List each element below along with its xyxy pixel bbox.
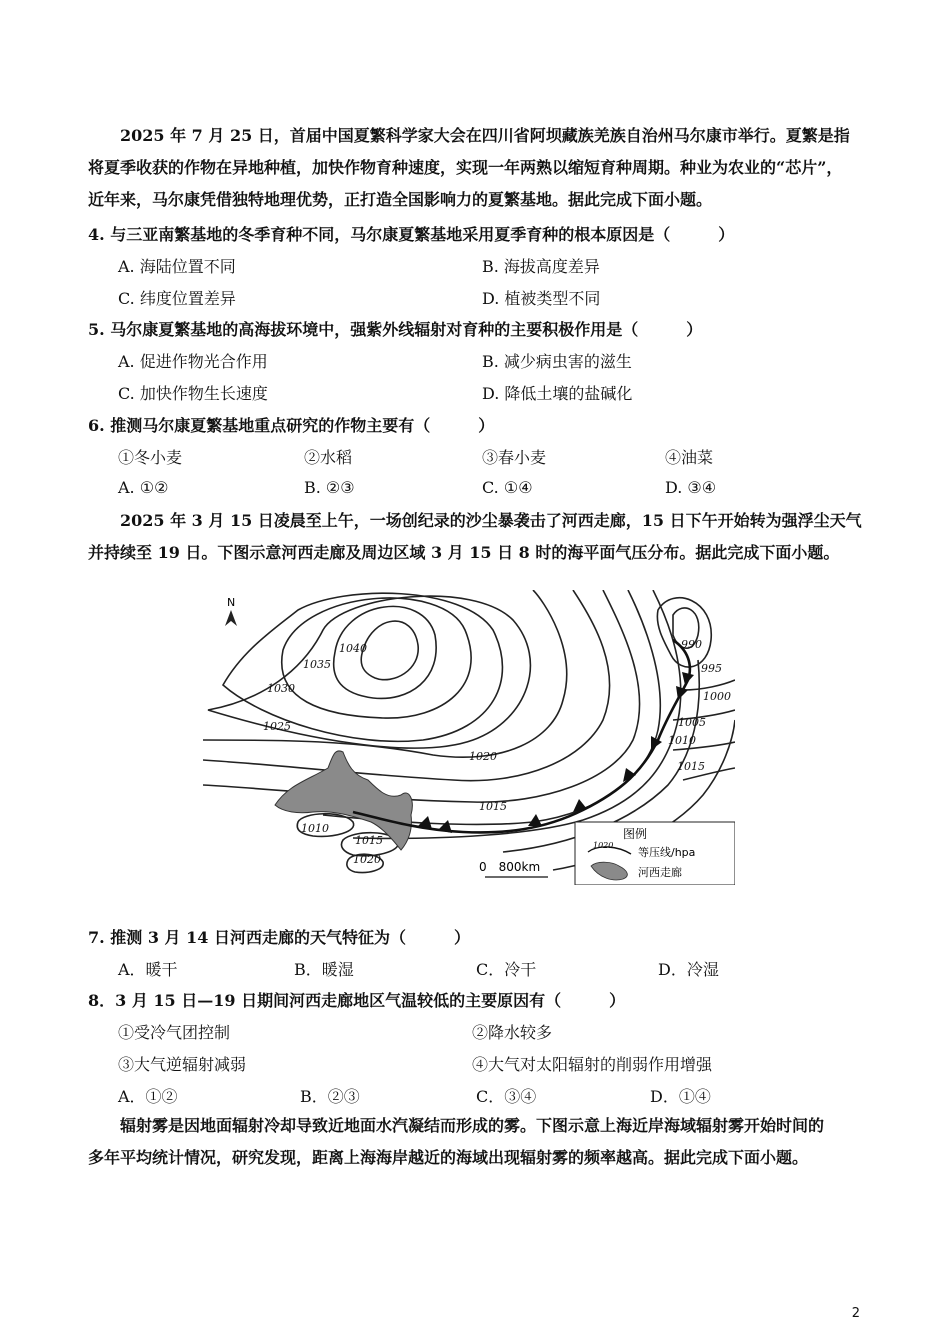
q8-item-3: ③大气逆辐射减弱 [118,1055,247,1074]
legend-isobar-sample: 1020 [593,841,614,850]
isobar-label: 1015 [479,800,507,813]
isobar-label: 1020 [353,853,381,866]
map-legend [575,822,735,885]
north-label: N [227,596,236,609]
q6-option-b[interactable]: B. ②③ [304,478,355,497]
q6-item-4: ④油菜 [665,448,714,467]
q7-option-d[interactable]: D．冷湿 [658,960,719,979]
passage-line: 近年来，马尔康凭借独特地理优势，正打造全国影响力的夏繁基地。据此完成下面小题。 [88,190,713,209]
page-number: 2 [851,1306,860,1321]
question-8-stem: 8．3 月 15 日—19 日期间河西走廊地区气温较低的主要原因有（ ） [88,991,626,1010]
isobar-label: 990 [681,638,702,651]
passage-line: 2025 年 7 月 25 日，首届中国夏繁科学家大会在四川省阿坝藏族羌族自治州马尔康市举行。夏繁是指 [120,126,850,145]
passage-line: 并持续至 19 日。下图示意河西走廊及周边区域 3 月 15 日 8 时的海平面气压分布。据此完成下面小题。 [88,543,840,562]
isobar-label: 1035 [303,658,331,671]
passage-radiation-fog [88,1110,868,1174]
isobar-label: 1020 [469,750,497,763]
q6-item-1: ①冬小麦 [118,448,183,467]
legend-region-label: 河西走廊 [638,866,682,879]
q4-option-c[interactable]: C. 纬度位置差异 [118,289,236,308]
q8-item-4: ④大气对太阳辐射的削弱作用增强 [472,1055,713,1074]
q4-option-b[interactable]: B. 海拔高度差异 [482,257,600,276]
legend-isobar-label: 等压线/hpa [638,846,696,859]
isobar-label: 1015 [355,834,383,847]
q6-item-2: ②水稻 [304,448,353,467]
passage-xiafan [88,120,868,216]
q4-option-d[interactable]: D. 植被类型不同 [482,289,601,308]
q4-option-a[interactable]: A. 海陆位置不同 [118,257,236,276]
q8-item-1: ①受冷气团控制 [118,1023,231,1042]
q8-option-d[interactable]: D．①④ [650,1087,711,1106]
q5-option-a[interactable]: A. 促进作物光合作用 [118,352,268,371]
isobar-label: 1010 [668,734,696,747]
q6-option-c[interactable]: C. ①④ [482,478,533,497]
q7-option-c[interactable]: C．冷干 [476,960,537,979]
pressure-map-figure [203,590,735,885]
question-6-stem: 6. 推测马尔康夏繁基地重点研究的作物主要有（ ） [88,416,495,435]
q7-option-b[interactable]: B．暖湿 [294,960,354,979]
q8-option-b[interactable]: B．②③ [300,1087,360,1106]
scale-label: 0 800km [479,860,541,874]
isobar-label: 1010 [301,822,329,835]
passage-line: 辐射雾是因地面辐射冷却导致近地面水汽凝结而形成的雾。下图示意上海近岸海域辐射雾开始时间的 [120,1116,825,1135]
passage-line: 2025 年 3 月 15 日凌晨至上午，一场创纪录的沙尘暴袭击了河西走廊，15 日下午开始转为强浮尘天气 [120,511,862,530]
isobar-label: 1015 [677,760,705,773]
q6-item-3: ③春小麦 [482,448,547,467]
q7-option-a[interactable]: A．暖干 [118,960,178,979]
q5-option-c[interactable]: C. 加快作物生长速度 [118,384,268,403]
q8-option-c[interactable]: C．③④ [476,1087,537,1106]
isobar-label: 1030 [267,682,295,695]
q6-option-d[interactable]: D. ③④ [665,478,717,497]
question-7-stem: 7. 推测 3 月 14 日河西走廊的天气特征为（ ） [88,928,470,947]
q6-option-a[interactable]: A. ①② [118,478,169,497]
q5-option-b[interactable]: B. 减少病虫害的滋生 [482,352,632,371]
q5-option-d[interactable]: D. 降低土壤的盐碱化 [482,384,633,403]
question-4-stem: 4. 与三亚南繁基地的冬季育种不同，马尔康夏繁基地采用夏季育种的根本原因是（ ） [88,225,735,244]
passage-line: 多年平均统计情况，研究发现，距离上海海岸越近的海域出现辐射雾的频率越高。据此完成下面小题。 [88,1148,809,1167]
q8-item-2: ②降水较多 [472,1023,553,1042]
isobar-label: 1040 [339,642,367,655]
isobar-label: 995 [701,662,722,675]
q8-option-a[interactable]: A．①② [118,1087,178,1106]
passage-sandstorm [88,505,868,569]
passage-line: 将夏季收获的作物在异地种植，加快作物育种速度，实现一年两熟以缩短育种周期。种业为农业的“芯片”， [88,158,843,177]
isobar-label: 1025 [263,720,291,733]
isobar-label: 1005 [678,716,706,729]
question-5-stem: 5. 马尔康夏繁基地的高海拔环境中，强紫外线辐射对育种的主要积极作用是（ ） [88,320,703,339]
isobar-label: 1000 [703,690,731,703]
legend-title: 图例 [623,827,648,841]
